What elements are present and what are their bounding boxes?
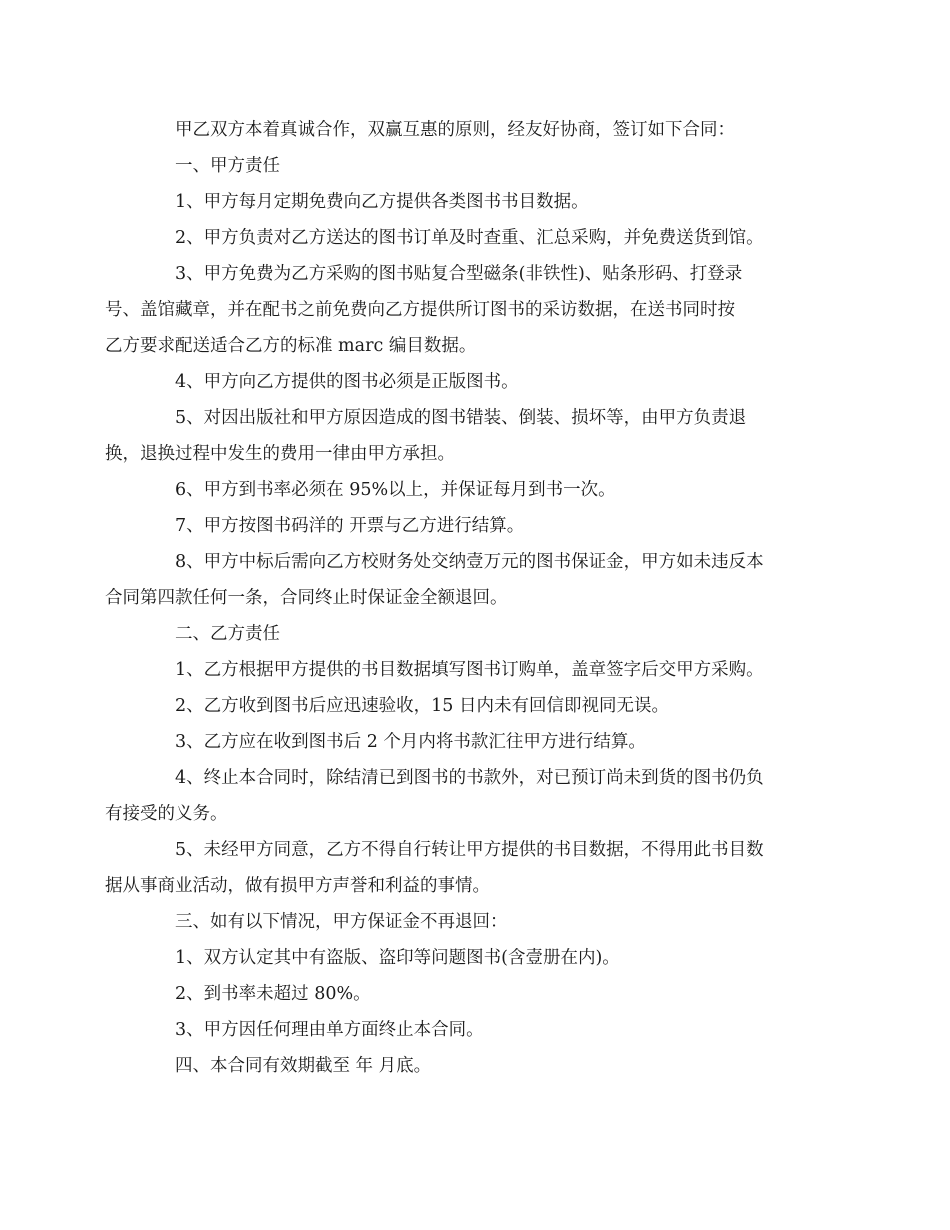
paragraph-line: 7、甲方按图书码洋的 开票与乙方进行结算。 — [175, 516, 525, 536]
paragraph-s1-item6 — [140, 472, 812, 508]
paragraph-intro — [140, 112, 812, 148]
paragraph-s3-item1 — [140, 940, 812, 976]
paragraph-line: 2、乙方收到图书后应迅速验收，15 日内未有回信即视同无误。 — [175, 696, 669, 716]
paragraph-line: 3、甲方因任何理由单方面终止本合同。 — [175, 1020, 484, 1040]
paragraph-line: 甲乙双方本着真诚合作，双赢互惠的原则，经友好协商，签订如下合同： — [175, 120, 735, 140]
paragraph-s2-item1 — [140, 652, 812, 688]
paragraph-line: 3、乙方应在收到图书后 2 个月内将书款汇往甲方进行结算。 — [175, 732, 646, 752]
paragraph-line: 1、双方认定其中有盗版、盗印等问题图书(含壹册在内)。 — [175, 948, 620, 968]
paragraph-line: 据从事商业活动，做有损甲方声誉和利益的事情。 — [105, 876, 490, 896]
paragraph-s2-item2 — [140, 688, 812, 724]
paragraph-line: 换，退换过程中发生的费用一律由甲方承担。 — [105, 444, 455, 464]
paragraph-line: 4、甲方向乙方提供的图书必须是正版图书。 — [175, 372, 519, 392]
paragraph-s1-item8 — [105, 544, 812, 616]
paragraph-s3-item2 — [140, 976, 812, 1012]
paragraph-line: 3、甲方免费为乙方采购的图书贴复合型磁条(非铁性)、贴条形码、打登录 — [175, 264, 743, 284]
paragraph-s2-item3 — [140, 724, 812, 760]
paragraph-s3-item3 — [140, 1012, 812, 1048]
paragraph-line: 三、如有以下情况，甲方保证金不再退回： — [175, 912, 508, 932]
paragraph-line: 有接受的义务。 — [105, 804, 228, 824]
paragraph-s3-heading — [140, 904, 812, 940]
paragraph-line: 6、甲方到书率必须在 95%以上，并保证每月到书一次。 — [175, 480, 616, 500]
paragraph-line: 乙方要求配送适合乙方的标准 marc 编目数据。 — [105, 336, 477, 356]
paragraph-line: 2、甲方负责对乙方送达的图书订单及时查重、汇总采购，并免费送货到馆。 — [175, 228, 764, 248]
paragraph-line: 号、盖馆藏章，并在配书之前免费向乙方提供所订图书的采访数据，在送书同时按 — [105, 300, 735, 320]
paragraph-s1-item5 — [105, 400, 812, 472]
paragraph-s2-item4 — [105, 760, 812, 832]
paragraph-s2-item5 — [105, 832, 812, 904]
paragraph-line: 1、乙方根据甲方提供的书目数据填写图书订购单，盖章签字后交甲方采购。 — [175, 660, 764, 680]
paragraph-line: 合同第四款任何一条，合同终止时保证金全额退回。 — [105, 588, 508, 608]
paragraph-s2-heading — [140, 616, 812, 652]
paragraph-s1-item2 — [140, 220, 812, 256]
paragraph-line: 4、终止本合同时，除结清已到图书的书款外，对已预订尚未到货的图书仍负 — [175, 768, 764, 788]
paragraph-line: 1、甲方每月定期免费向乙方提供各类图书书目数据。 — [175, 192, 589, 212]
contract-body — [105, 112, 812, 1084]
paragraph-s1-heading — [140, 148, 812, 184]
paragraph-line: 8、甲方中标后需向乙方校财务处交纳壹万元的图书保证金，甲方如未违反本 — [175, 552, 764, 572]
paragraph-s1-item4 — [140, 364, 812, 400]
paragraph-s1-item1 — [140, 184, 812, 220]
paragraph-line: 一、甲方责任 — [175, 156, 280, 176]
paragraph-s1-item7 — [140, 508, 812, 544]
paragraph-line: 二、乙方责任 — [175, 624, 280, 644]
paragraph-line: 2、到书率未超过 80%。 — [175, 984, 371, 1004]
paragraph-line: 四、本合同有效期截至 年 月底。 — [175, 1056, 432, 1076]
paragraph-s1-item3 — [105, 256, 812, 364]
paragraph-line: 5、未经甲方同意，乙方不得自行转让甲方提供的书目数据，不得用此书目数 — [175, 840, 764, 860]
paragraph-s4-heading — [140, 1048, 812, 1084]
paragraph-line: 5、对因出版社和甲方原因造成的图书错装、倒装、损坏等，由甲方负责退 — [175, 408, 747, 428]
